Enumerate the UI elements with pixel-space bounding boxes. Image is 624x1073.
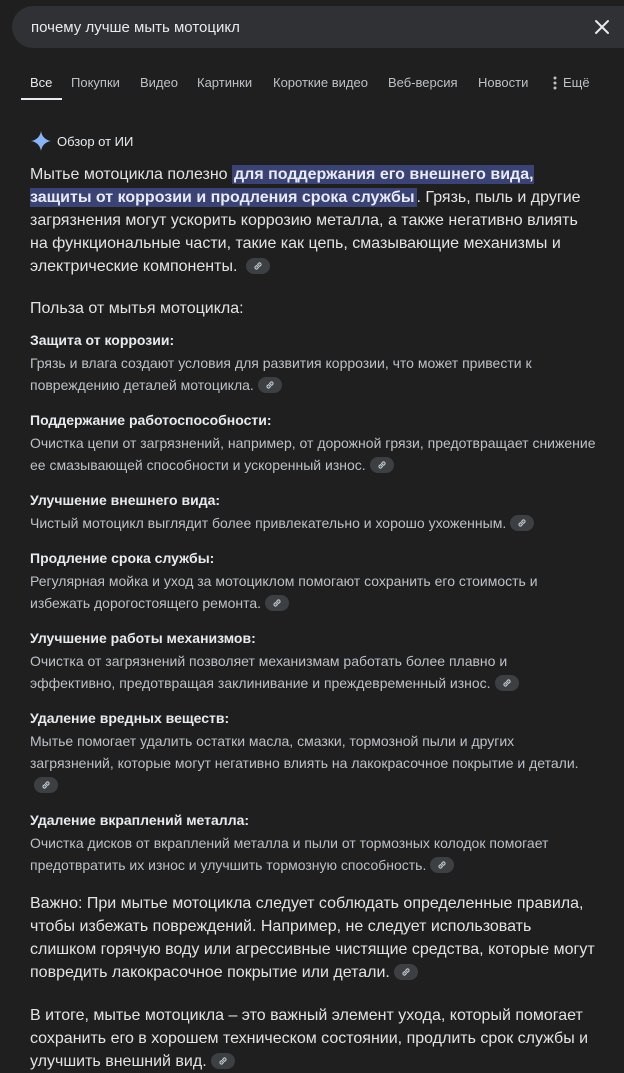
sparkle-icon <box>31 131 51 151</box>
benefit-list <box>30 332 596 876</box>
list-item <box>30 812 596 876</box>
more-vert-icon <box>553 76 557 90</box>
item-title: Защита от коррозии: <box>30 332 175 348</box>
list-item <box>30 550 596 614</box>
item-text <box>30 832 596 876</box>
search-tabs <box>0 48 624 102</box>
lead-text: Мытье мотоцикла полезно <box>30 166 232 183</box>
item-title: Удаление вкраплений металла: <box>30 812 250 828</box>
item-title: Улучшение внешнего вида: <box>30 492 221 508</box>
tab-more-label: Ещё <box>563 75 590 90</box>
source-link-icon[interactable] <box>430 857 454 873</box>
list-item <box>30 630 596 694</box>
ai-overview-header <box>31 131 133 151</box>
source-link-icon[interactable] <box>495 675 519 691</box>
item-text <box>30 730 596 796</box>
item-text-content: Очистка от загрязнений позволяет механизмам работать более плавно и эффективно, предотвращая заклинивание и преждевременный износ. <box>30 653 508 691</box>
item-text-content: Грязь и влага создают условия для развития коррозии, что может привести к повреждению деталей мотоцикла. <box>30 355 532 393</box>
active-tab-indicator <box>21 98 62 100</box>
tab-more[interactable] <box>553 75 590 90</box>
conclusion-text: В итоге, мытье мотоцикла – это важный элемент ухода, который помогает сохранить его в хорошем техническом состоянии, продлить срок службы и улучшить внешний вид. <box>30 1007 589 1070</box>
source-link-icon[interactable] <box>510 515 534 531</box>
item-title: Улучшение работы механизмов: <box>30 630 256 646</box>
ai-overview-label: Обзор от ИИ <box>57 133 134 149</box>
source-link-icon[interactable] <box>246 258 270 274</box>
source-link-icon[interactable] <box>211 1053 235 1069</box>
item-text <box>30 432 596 476</box>
search-input[interactable]: почему лучше мыть мотоцикл <box>31 18 240 36</box>
item-text <box>30 570 596 614</box>
tab-web[interactable]: Веб-версия <box>388 75 458 90</box>
item-title: Удаление вредных веществ: <box>30 710 230 726</box>
important-text: Важно: При мытье мотоцикла следует соблюдать определенные правила, чтобы избежать повреждений. Например, не следует использовать слишком горячую воду или агрессивные чистящие средства, которые могут повредить лакокрасочное покрытие или детали. <box>30 895 595 981</box>
source-link-icon[interactable] <box>370 457 394 473</box>
tab-all[interactable]: Все <box>30 75 53 90</box>
item-text-content: Мытье помогает удалить остатки масла, смазки, тормозной пыли и других загрязнений, которые могут негативно влиять на лакокрасочное покрытие и детали. <box>30 733 579 771</box>
close-icon[interactable] <box>590 15 614 39</box>
item-text <box>30 650 596 694</box>
list-item <box>30 710 596 796</box>
section-title: Польза от мытья мотоцикла: <box>30 300 244 317</box>
item-title: Поддержание работоспособности: <box>30 412 272 428</box>
list-item <box>30 332 596 396</box>
item-text-content: Регулярная мойка и уход за мотоциклом помогают сохранить его стоимость и избежать дорогостоящего ремонта. <box>30 573 538 611</box>
item-text-content: Очистка дисков от вкраплений металла и пыли от тормозных колодок помогает предотвратить их износ и улучшить тормозную способность. <box>30 835 549 873</box>
source-link-icon[interactable] <box>34 777 58 793</box>
tab-images[interactable]: Картинки <box>197 75 253 90</box>
list-item <box>30 492 596 534</box>
tab-videos[interactable]: Видео <box>140 75 178 90</box>
lead-paragraph <box>30 163 596 278</box>
tab-news[interactable]: Новости <box>478 75 529 90</box>
list-item <box>30 412 596 476</box>
source-link-icon[interactable] <box>258 377 282 393</box>
conclusion-paragraph <box>30 1004 596 1073</box>
source-link-icon[interactable] <box>394 964 418 980</box>
ai-overview-content <box>30 163 596 1073</box>
lead-highlight: для поддержания его внешнего вида, защиты от коррозии и продления срока службы <box>30 166 534 206</box>
item-text-content: Чистый мотоцикл выглядит более привлекательно и хорошо ухоженным. <box>30 515 507 531</box>
item-title: Продление срока службы: <box>30 550 215 566</box>
tab-short-videos[interactable]: Короткие видео <box>273 75 368 90</box>
item-text <box>30 512 596 534</box>
important-paragraph <box>30 892 596 984</box>
source-link-icon[interactable] <box>265 595 289 611</box>
lead-text-rest: . Грязь, пыль и другие загрязнения могут ускорить коррозию металла, а также негативно влиять на функциональные части, такие как цепь, смазывающие механизмы и электрические компоненты. <box>30 189 581 275</box>
item-text <box>30 352 596 396</box>
search-bar[interactable] <box>12 6 624 48</box>
tab-shopping[interactable]: Покупки <box>71 75 120 90</box>
item-text-content: Очистка цепи от загрязнений, например, от дорожной грязи, предотвращает снижение ее смазывающей способности и ускоренный износ. <box>30 435 596 473</box>
